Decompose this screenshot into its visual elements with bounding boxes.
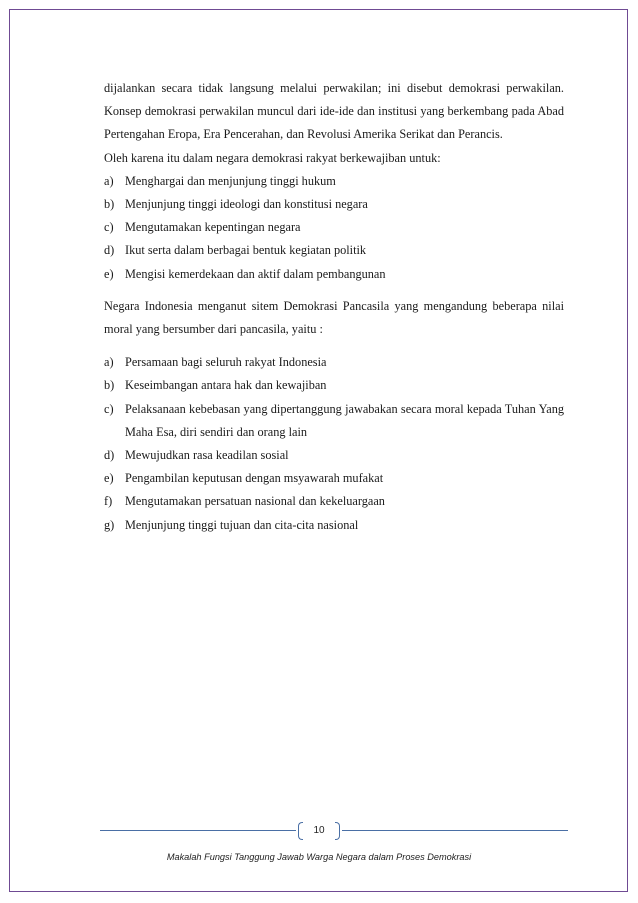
list-marker: d) [104,448,115,463]
list-item-text: Keseimbangan antara hak dan kewajiban [125,378,327,393]
list-item [104,170,564,193]
list-item [104,239,564,262]
list-item-text: Mewujudkan rasa keadilan sosial [125,448,289,463]
list-marker: b) [104,197,115,212]
list-item-text: Pelaksanaan kebebasan yang dipertanggung jawabakan secara moral kepada Tuhan Yang Maha Esa, diri sendiri dan orang lain [125,401,564,439]
intro-paragraph: dijalankan secara tidak langsung melalui perwakilan; ini disebut demokrasi perwakilan. Konsep demokrasi perwakilan muncul dari ide-ide dan institusi yang berkembang pada Abad Pertengahan Eropa, Era Pencerahan, dan Revolusi Amerika Serikat dan Perancis. [104,81,564,142]
obligation-intro: Oleh karena itu dalam negara demokrasi rakyat berkewajiban untuk: [104,150,441,165]
list-item-text: Menjunjung tinggi ideologi dan konstitusi negara [125,197,368,212]
list-item-text: Mengisi kemerdekaan dan aktif dalam pembangunan [125,266,386,281]
list-item-text: Mengutamakan persatuan nasional dan kekeluargaan [125,494,385,509]
list-marker: f) [104,494,113,509]
list-marker: c) [104,401,114,416]
footer-rule-left [100,830,296,831]
list-item [104,374,564,397]
obligations-list [104,170,564,286]
right-bracket-decoration [335,822,340,840]
list-item [104,490,564,513]
list-marker: e) [104,266,114,281]
list-item [104,398,564,444]
list-marker: a) [104,355,114,370]
footer-rule-right [342,830,568,831]
list-item [104,216,564,239]
list-item [104,351,564,374]
list-marker: g) [104,517,115,532]
list-marker: a) [104,173,114,188]
list-item-text: Ikut serta dalam berbagai bentuk kegiatan politik [125,243,367,258]
list-item [104,263,564,286]
footer-caption: Makalah Fungsi Tanggung Jawab Warga Negara dalam Proses Demokrasi [166,852,472,862]
values-intro: Negara Indonesia menganut sitem Demokrasi Pancasila yang mengandung beberapa nilai moral yang bersumber dari pancasila, yaitu : [104,298,564,337]
list-item-text: Menghargai dan menjunjung tinggi hukum [125,173,336,188]
list-item [104,193,564,216]
list-marker: e) [104,471,114,486]
list-item [104,514,564,537]
list-item-text: Menjunjung tinggi tujuan dan cita-cita nasional [125,517,359,532]
list-item-text: Persamaan bagi seluruh rakyat Indonesia [125,355,327,370]
values-list [104,351,564,537]
page-number-box [298,822,340,840]
list-item-text: Pengambilan keputusan dengan msyawarah mufakat [125,471,384,486]
list-marker: c) [104,220,114,235]
list-marker: d) [104,243,115,258]
list-item [104,467,564,490]
list-item [104,444,564,467]
document-body [104,77,564,537]
page-number: 10 [313,825,325,836]
left-bracket-decoration [298,822,303,840]
list-marker: b) [104,378,115,393]
list-item-text: Mengutamakan kepentingan negara [125,220,301,235]
